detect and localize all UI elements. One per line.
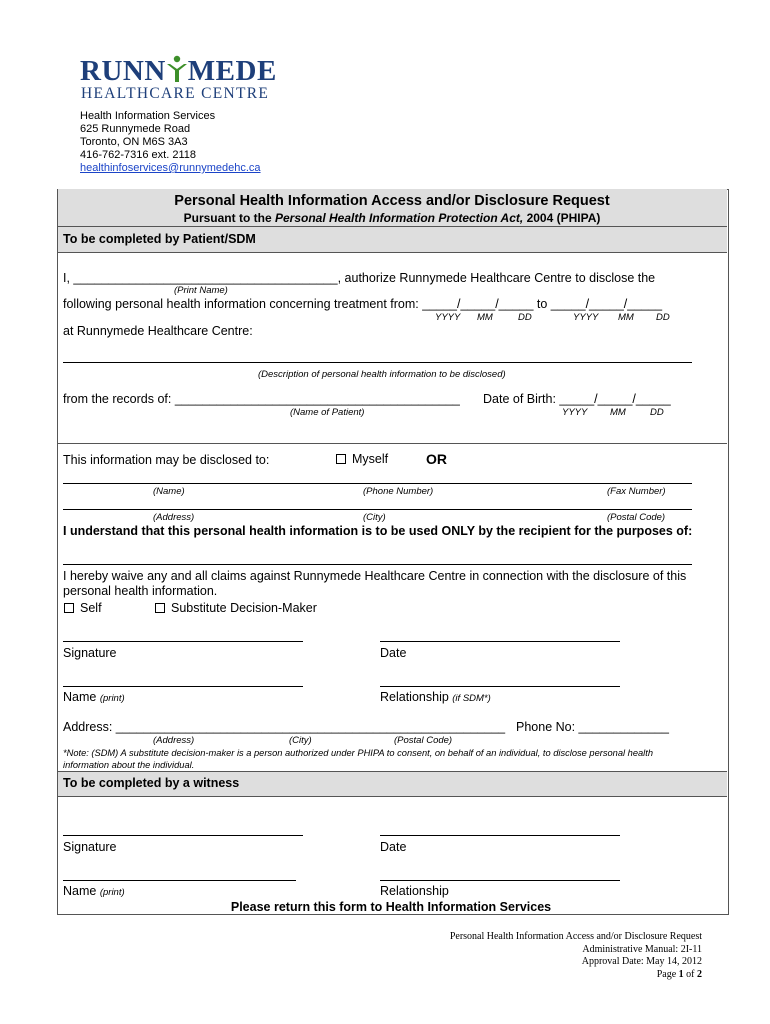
witness-print-hint: (print) — [99, 887, 125, 898]
section-divider — [58, 443, 727, 444]
date-line[interactable] — [380, 641, 620, 642]
signature-label: Signature — [63, 646, 117, 660]
section1-header: To be completed by Patient/SDM — [63, 232, 256, 246]
footer-doc-title: Personal Health Information Access and/or Disclosure Request — [449, 931, 702, 942]
footer-page-number — [450, 969, 702, 982]
date-hint-mm-to: MM — [618, 312, 634, 323]
subtitle-post: 2004 (PHIPA) — [523, 211, 601, 225]
relationship-label: Relationship — [380, 690, 453, 704]
waive-line-1: I hereby waive any and all claims against Runnymede Healthcare Centre in connection with the disclosure of this — [63, 569, 687, 583]
witness-name-print-label — [63, 884, 125, 898]
dob-hint-dd: DD — [650, 407, 664, 418]
witness-date-label: Date — [380, 840, 407, 854]
recipient-line[interactable] — [63, 483, 692, 484]
sdm-label: Substitute Decision-Maker — [171, 601, 317, 615]
self-checkbox[interactable] — [64, 603, 74, 613]
sdm-checkbox[interactable] — [155, 603, 165, 613]
section2-header: To be completed by a witness — [63, 776, 240, 790]
form-subtitle — [0, 211, 770, 225]
address-hint: (Address) — [153, 735, 195, 746]
city-hint: (City) — [289, 735, 312, 746]
logo-subtitle: HEALTHCARE CENTRE — [81, 85, 270, 102]
form-title: Personal Health Information Access and/or Disclosure Request — [174, 193, 610, 209]
authorize-line[interactable]: I, ______________________________________, authorize Runnymede Healthcare Centre to disclose the — [63, 271, 656, 285]
address-street: 625 Runnymede Road — [80, 123, 191, 135]
treatment-line[interactable]: following personal health information concerning treatment from: _____/_____/_____ to _____/_____/_____ — [63, 297, 663, 311]
date-hint-yyyy-from: YYYY — [435, 312, 461, 323]
address-city: Toronto, ON M6S 3A3 — [80, 136, 188, 148]
recipient-fax-hint: (Fax Number) — [607, 486, 666, 497]
date-hint-dd-to: DD — [656, 312, 670, 323]
witness-relationship-label: Relationship — [380, 884, 449, 898]
relationship-sdm-label — [380, 690, 491, 704]
address-dept: Health Information Services — [80, 110, 216, 122]
dob-hint-yyyy: YYYY — [562, 407, 588, 418]
understand-statement: I understand that this personal health information is to be used ONLY by the recipient for the purposes of: — [63, 524, 693, 538]
footer — [450, 931, 702, 981]
address-block — [80, 110, 261, 175]
witness-date-line[interactable] — [380, 835, 620, 836]
witness-name-label: Name — [63, 884, 100, 898]
name-of-patient-hint: (Name of Patient) — [290, 407, 365, 418]
at-centre-label: at Runnymede Healthcare Centre: — [63, 324, 253, 338]
print-name-hint: (Print Name) — [174, 285, 228, 296]
self-label: Self — [80, 601, 102, 615]
address-field[interactable]: Address: ________________________________________________________ — [63, 720, 506, 734]
sdm-note-line-2: information about the individual. — [63, 760, 195, 770]
waive-line-2: personal health information. — [63, 584, 218, 598]
myself-checkbox[interactable] — [336, 454, 346, 464]
sdm-option[interactable] — [155, 601, 317, 615]
print-hint: (print) — [99, 693, 125, 704]
description-line[interactable] — [63, 362, 692, 363]
subtitle-pre: Pursuant to the — [183, 211, 275, 225]
dob-hint-mm: MM — [610, 407, 626, 418]
witness-signature-label: Signature — [63, 840, 117, 854]
witness-relationship-line[interactable] — [380, 880, 620, 881]
page-pre: Page — [656, 968, 679, 980]
page-num: 1 — [678, 968, 684, 980]
myself-label: Myself — [352, 452, 389, 466]
if-sdm-hint: (if SDM*) — [452, 693, 491, 704]
name-label: Name — [63, 690, 100, 704]
person-y-icon — [166, 55, 188, 82]
recipient-postal-hint: (Postal Code) — [607, 512, 666, 523]
name-print-label — [63, 690, 125, 704]
recipient-address-line[interactable] — [63, 509, 692, 510]
postal-code-hint: (Postal Code) — [394, 735, 453, 746]
records-of-line[interactable]: from the records of: _________________________________________ — [63, 392, 460, 406]
signature-line[interactable] — [63, 641, 303, 642]
relationship-line[interactable] — [380, 686, 620, 687]
self-option[interactable] — [64, 601, 102, 615]
recipient-address-hint: (Address) — [153, 512, 195, 523]
disclosed-to-label: This information may be disclosed to: — [63, 453, 270, 467]
page-total: 2 — [697, 968, 702, 980]
footer-approval-date: Approval Date: May 14, 2012 — [581, 956, 702, 967]
recipient-phone-hint: (Phone Number) — [363, 486, 434, 497]
date-hint-dd-from: DD — [518, 312, 532, 323]
purposes-line[interactable] — [63, 564, 692, 565]
myself-option[interactable] — [336, 452, 388, 466]
footer-manual: Administrative Manual: 2I-11 — [582, 943, 702, 955]
or-label: OR — [426, 451, 447, 467]
page-mid: of — [683, 968, 697, 980]
date-hint-mm-from: MM — [477, 312, 493, 323]
date-hint-yyyy-to: YYYY — [573, 312, 599, 323]
sdm-note-line-1: *Note: (SDM) A substitute decision-maker is a person authorized under PHIPA to consent, on behalf of an individual, to disclose personal health — [63, 748, 653, 758]
recipient-city-hint: (City) — [363, 512, 386, 523]
return-note: Please return this form to Health Information Services — [230, 900, 552, 914]
description-hint: (Description of personal health information to be disclosed) — [258, 369, 506, 380]
subtitle-act: Personal Health Information Protection Act, — [274, 211, 524, 225]
name-line[interactable] — [63, 686, 303, 687]
witness-name-line[interactable] — [63, 880, 296, 881]
recipient-name-hint: (Name) — [153, 486, 185, 497]
dob-field[interactable]: Date of Birth: _____/_____/_____ — [483, 392, 671, 406]
witness-signature-line[interactable] — [63, 835, 303, 836]
logo-word-right: MEDE — [187, 55, 277, 87]
date-label: Date — [380, 646, 407, 660]
email-link[interactable]: healthinfoservices@runnymedehc.ca — [80, 162, 261, 174]
logo-word-left: RUNN — [80, 55, 166, 87]
address-phone: 416-762-7316 ext. 2118 — [80, 149, 196, 161]
phone-field[interactable]: Phone No: _____________ — [516, 720, 669, 734]
